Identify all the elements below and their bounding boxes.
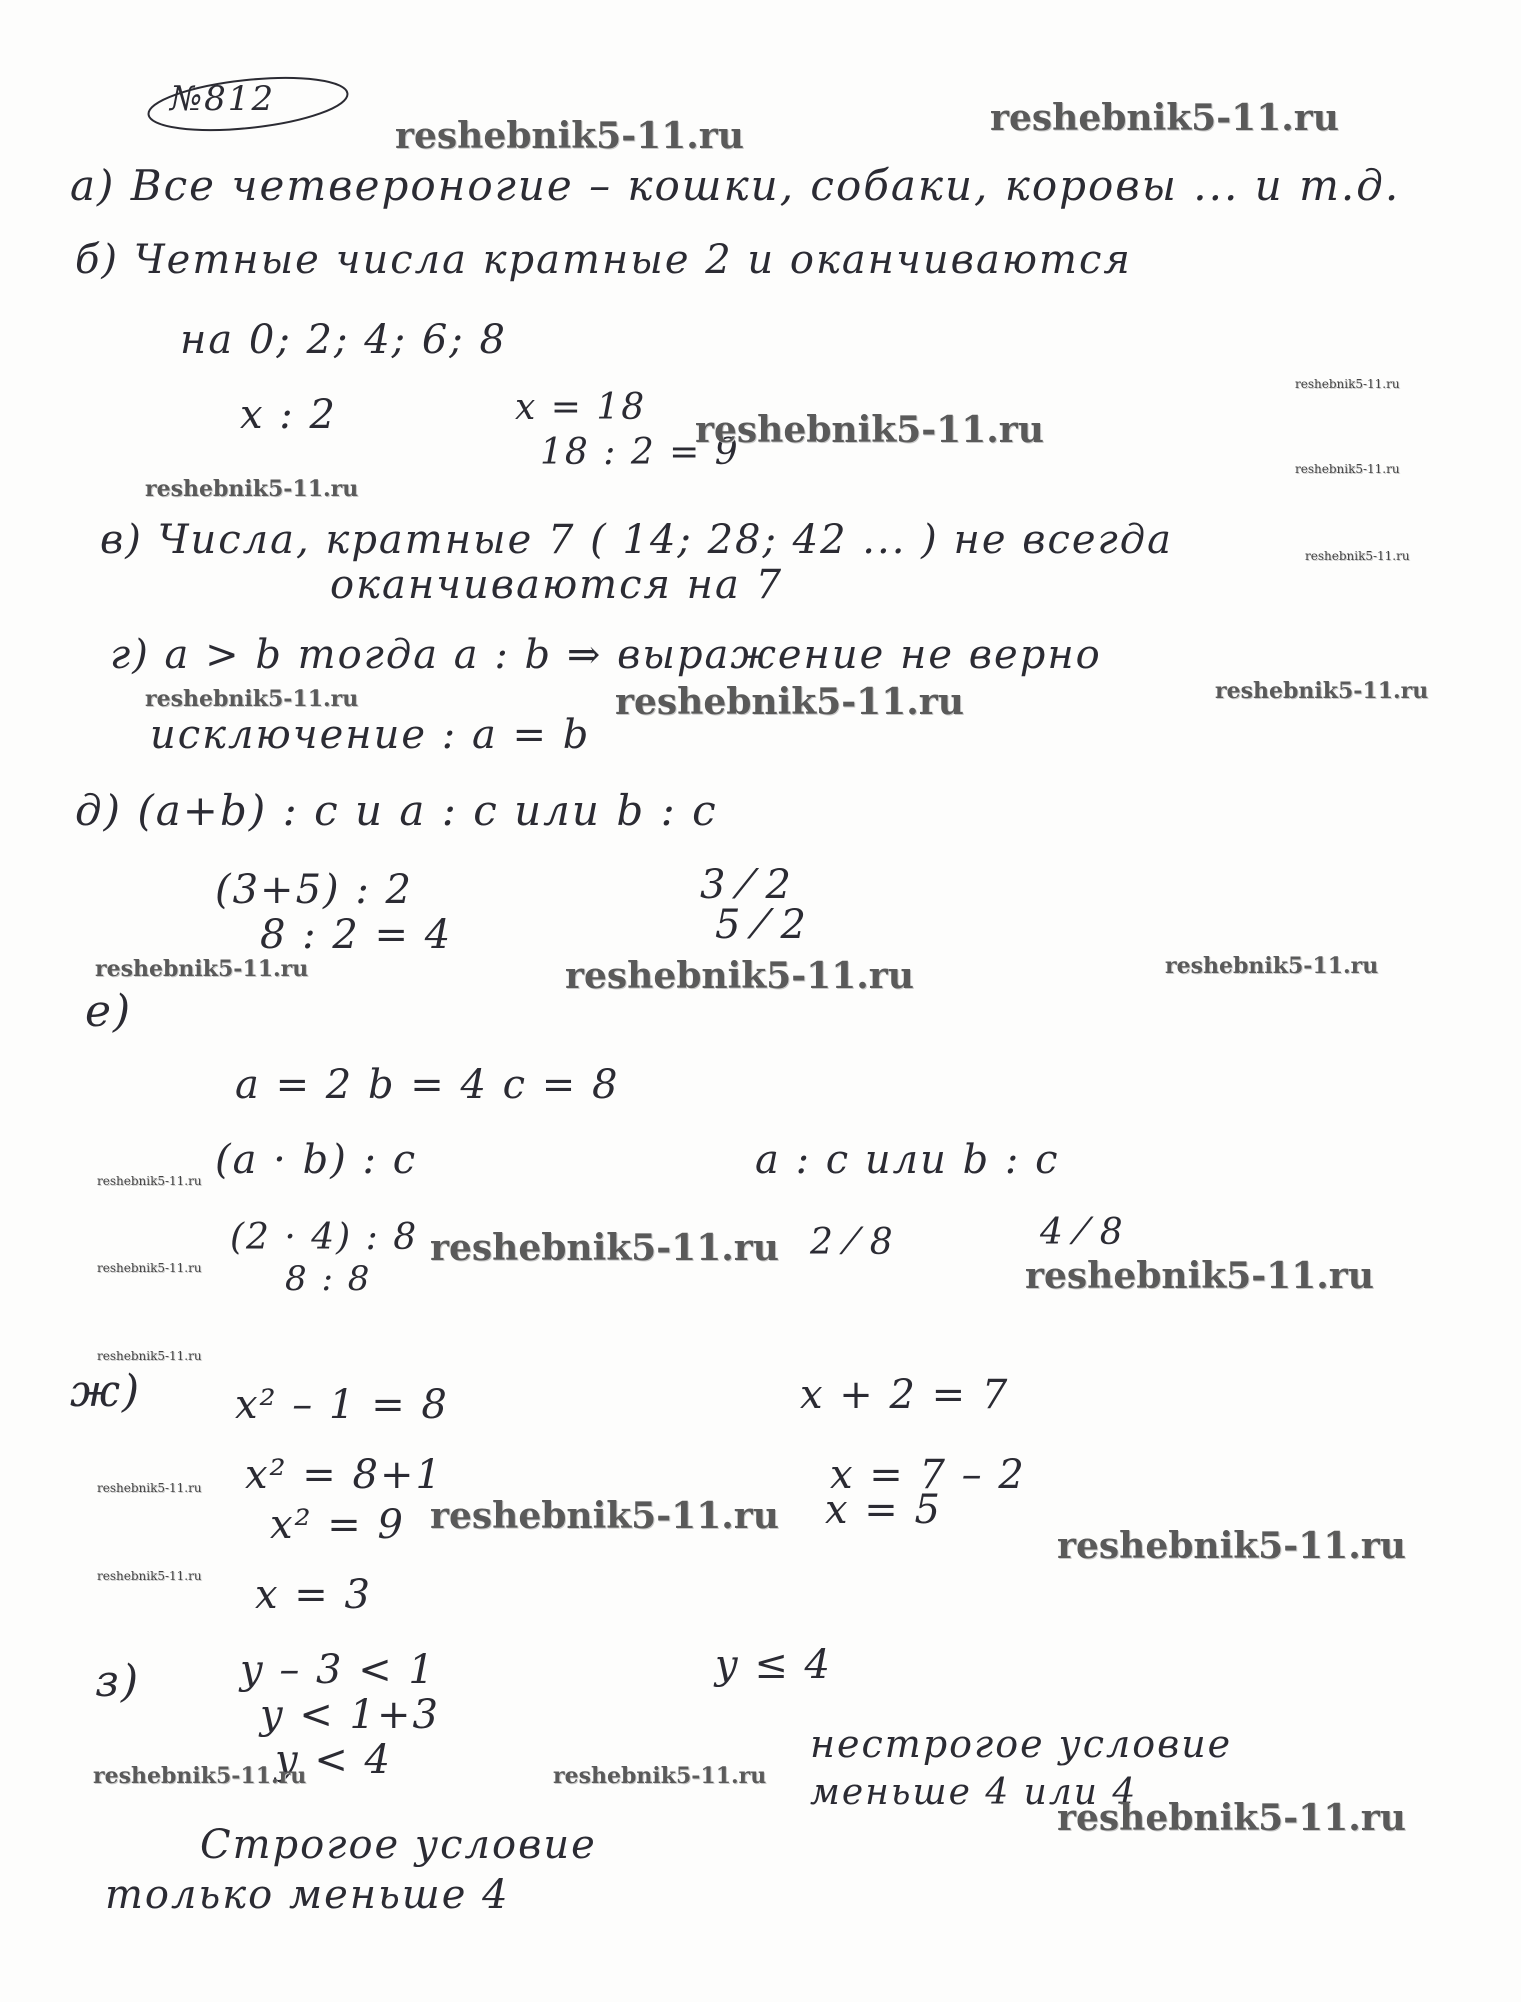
line-zh-4: x² = 9 xyxy=(270,1502,405,1548)
line-e-1: е) xyxy=(85,986,133,1037)
line-z-7: меньше 4 или 4 xyxy=(810,1772,1138,1813)
line-v-1: в) Числа, кратные 7 ( 14; 28; 42 ... ) не всегда xyxy=(100,517,1173,563)
line-e-6: 8 : 8 xyxy=(285,1259,372,1299)
watermark: reshebnik5-11.ru xyxy=(1215,678,1429,704)
line-e-7: 2 ⁄ 8 xyxy=(810,1222,895,1263)
watermark: reshebnik5-11.ru xyxy=(553,1763,767,1789)
line-g-2: исключение : a = b xyxy=(150,712,591,758)
line-zh-5: x = 3 xyxy=(255,1572,372,1618)
watermark: reshebnik5-11.ru xyxy=(1025,1255,1374,1297)
problem-number: №812 xyxy=(170,79,276,119)
line-d-5: 5 ⁄ 2 xyxy=(715,902,809,948)
line-b-3: x : 2 xyxy=(240,392,337,438)
line-z-4: y < 4 xyxy=(275,1737,392,1783)
watermark: reshebnik5-11.ru xyxy=(97,1349,202,1363)
watermark: reshebnik5-11.ru xyxy=(97,1481,202,1495)
watermark: reshebnik5-11.ru xyxy=(1165,953,1379,979)
line-b-1: б) Четные числа кратные 2 и оканчиваются xyxy=(75,237,1132,283)
watermark: reshebnik5-11.ru xyxy=(695,409,1044,451)
line-e-8: 4 ⁄ 8 xyxy=(1040,1212,1125,1253)
line-b-4: x = 18 xyxy=(515,387,647,428)
watermark: reshebnik5-11.ru xyxy=(1057,1797,1406,1839)
watermark: reshebnik5-11.ru xyxy=(93,1763,307,1789)
line-zh-6: x + 2 = 7 xyxy=(800,1372,1010,1418)
line-b-5: 18 : 2 = 9 xyxy=(540,432,740,473)
watermark: reshebnik5-11.ru xyxy=(97,1174,202,1188)
line-zh-8: x = 5 xyxy=(825,1487,942,1533)
watermark: reshebnik5-11.ru xyxy=(1295,462,1400,476)
line-b-2: на 0; 2; 4; 6; 8 xyxy=(180,317,507,363)
line-d-3: 8 : 2 = 4 xyxy=(260,912,453,958)
line-z-1: з) xyxy=(95,1656,141,1707)
line-z-9: только меньше 4 xyxy=(105,1872,510,1918)
watermark: reshebnik5-11.ru xyxy=(145,686,359,712)
line-z-2: y – 3 < 1 xyxy=(240,1647,436,1693)
line-e-4: a : c или b : c xyxy=(755,1137,1060,1183)
line-zh-2: x² – 1 = 8 xyxy=(235,1382,449,1428)
line-g-1: г) a > b тогда a : b ⇒ выражение не верно xyxy=(110,632,1102,678)
line-z-8: Строгое условие xyxy=(200,1822,597,1868)
watermark: reshebnik5-11.ru xyxy=(1295,377,1400,391)
watermark: reshebnik5-11.ru xyxy=(97,1569,202,1583)
line-e-3: (a · b) : c xyxy=(215,1137,418,1183)
line-d-1: д) (a+b) : c и a : c или b : c xyxy=(75,786,718,835)
line-zh-1: ж) xyxy=(70,1366,142,1417)
watermark: reshebnik5-11.ru xyxy=(615,681,964,723)
line-zh-3: x² = 8+1 xyxy=(245,1452,443,1498)
line-zh-7: x = 7 – 2 xyxy=(830,1452,1026,1498)
watermark: reshebnik5-11.ru xyxy=(145,476,359,502)
line-z-3: y < 1+3 xyxy=(260,1692,440,1738)
line-a-1: а) Все четвероногие – кошки, собаки, коровы ... и т.д. xyxy=(70,161,1401,210)
line-z-6: нестрогое условие xyxy=(810,1722,1233,1766)
line-e-2: a = 2 b = 4 c = 8 xyxy=(235,1062,620,1108)
line-e-5: (2 · 4) : 8 xyxy=(230,1217,419,1258)
watermark: reshebnik5-11.ru xyxy=(430,1227,779,1269)
watermark: reshebnik5-11.ru xyxy=(395,115,744,157)
line-z-5: y ≤ 4 xyxy=(715,1642,832,1688)
watermark: reshebnik5-11.ru xyxy=(97,1261,202,1275)
watermark: reshebnik5-11.ru xyxy=(430,1495,779,1537)
line-d-4: 3 ⁄ 2 xyxy=(700,862,794,908)
line-v-2: оканчиваются на 7 xyxy=(330,562,784,608)
watermark: reshebnik5-11.ru xyxy=(95,956,309,982)
line-d-2: (3+5) : 2 xyxy=(215,867,413,913)
watermark: reshebnik5-11.ru xyxy=(1305,549,1410,563)
watermark: reshebnik5-11.ru xyxy=(990,97,1339,139)
watermark: reshebnik5-11.ru xyxy=(1057,1525,1406,1567)
watermark: reshebnik5-11.ru xyxy=(565,955,914,997)
